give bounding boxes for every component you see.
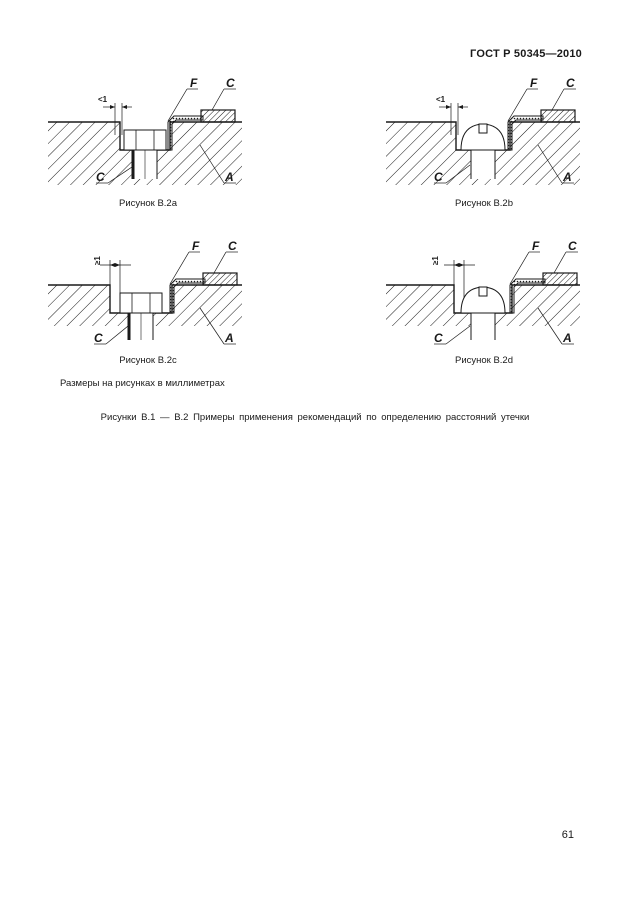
label-c-top: C — [226, 76, 235, 90]
label-f: F — [190, 76, 198, 90]
figure-drawing — [378, 238, 588, 353]
label-f: F — [532, 239, 540, 253]
label-c-top: C — [566, 76, 575, 90]
figure-b2b — [378, 75, 588, 195]
label-f: F — [192, 239, 200, 253]
figure-caption: Рисунок В.2d — [454, 355, 513, 366]
figure-b2a — [40, 75, 250, 195]
label-a: A — [563, 331, 572, 345]
label-c-left: C — [434, 170, 443, 184]
label-c-top: C — [568, 239, 577, 253]
label-c-left: C — [94, 331, 103, 345]
main-caption: Рисунки В.1 — В.2 Примеры применения рекомендаций по определению расстояний утечки — [100, 412, 530, 423]
label-c-left: C — [434, 331, 443, 345]
label-c-left: C — [96, 170, 105, 184]
figure-caption: Рисунок В.2c — [119, 355, 177, 366]
label-f: F — [530, 76, 538, 90]
label-c-top: C — [228, 239, 237, 253]
label-a: A — [225, 331, 234, 345]
figure-drawing — [40, 238, 250, 353]
label-a: A — [225, 170, 234, 184]
dimension-label: <1 — [436, 95, 446, 104]
dimension-label: ≥1 — [93, 256, 102, 265]
page-number: 61 — [561, 829, 574, 841]
figure-caption: Рисунок В.2a — [118, 198, 177, 209]
standard-header: ГОСТ Р 50345—2010 — [470, 48, 582, 60]
dimension-label: <1 — [98, 95, 108, 104]
figure-b2c — [40, 238, 250, 353]
figure-drawing — [40, 75, 250, 195]
dimension-label: ≥1 — [431, 256, 440, 265]
figure-b2d — [378, 238, 588, 353]
dimensions-note: Размеры на рисунках в миллиметрах — [60, 378, 225, 389]
label-a: A — [563, 170, 572, 184]
figure-caption: Рисунок В.2b — [454, 198, 513, 209]
figure-drawing — [378, 75, 588, 195]
